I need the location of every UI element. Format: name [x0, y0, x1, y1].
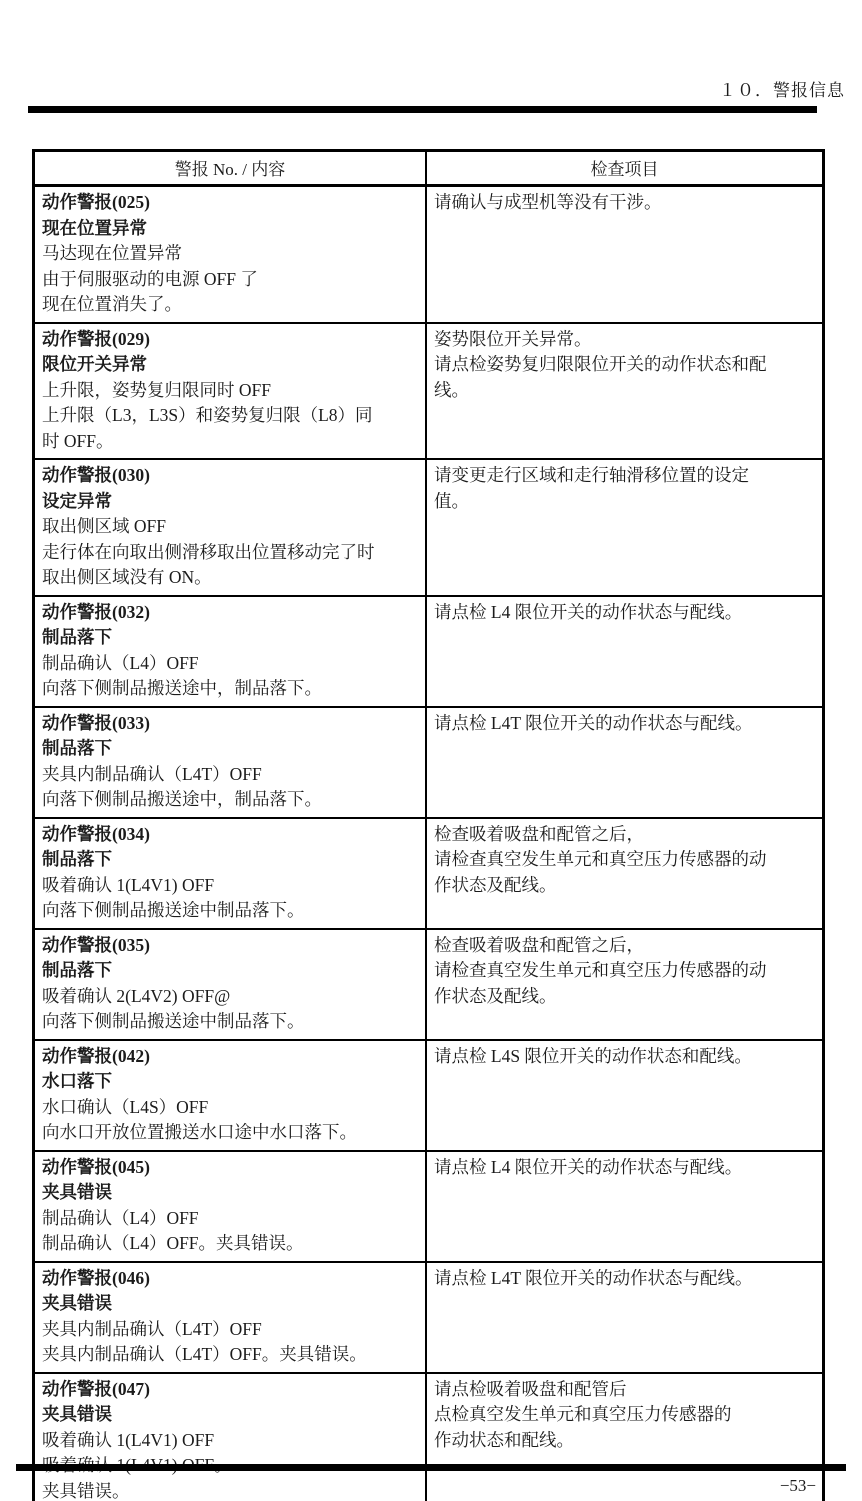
alarm-title-line: 制品落下	[42, 627, 112, 647]
alarm-body-line: 上升限，姿势复归限同时 OFF	[42, 379, 271, 400]
check-items-cell	[426, 1262, 824, 1373]
check-items-cell	[426, 596, 824, 707]
alarm-title-line: 制品落下	[42, 960, 112, 980]
alarm-title-line: 现在位置异常	[42, 217, 147, 238]
check-items-cell	[426, 459, 824, 596]
footer-rule	[16, 1464, 846, 1471]
chapter-title: １０．警报信息	[719, 81, 845, 100]
alarm-title-line: 夹具错误	[42, 1293, 112, 1313]
header-rule	[28, 106, 817, 113]
check-items-cell	[426, 1373, 824, 1501]
column-header-check-items: 检查项目	[426, 151, 824, 186]
alarm-title-line: 动作警报(025)	[42, 192, 150, 212]
check-item-line: 姿势限位开关异常。	[434, 328, 592, 349]
alarm-title-line: 动作警报(046)	[42, 1267, 150, 1288]
alarm-body-line: 向落下侧制品搬送途中制品落下。	[42, 900, 305, 920]
alarm-body-line: 上升限（L3，L3S）和姿势复归限（L8）同	[42, 405, 373, 425]
check-item-line: 请确认与成型机等没有干涉。	[434, 192, 662, 212]
table-row	[34, 818, 824, 929]
check-item-line: 请点检 L4 限位开关的动作状态与配线。	[434, 1156, 743, 1177]
alarm-body-line: 夹具错误。	[42, 1480, 130, 1501]
check-items-cell	[426, 323, 824, 460]
alarm-body-line: 夹具内制品确认（L4T）OFF	[42, 1318, 262, 1339]
page-header	[0, 0, 862, 101]
alarm-content-cell	[34, 1151, 427, 1262]
check-item-line: 作动状态和配线。	[434, 1429, 574, 1450]
alarm-content-cell	[34, 459, 427, 596]
check-items-cell	[426, 929, 824, 1040]
check-items-cell	[426, 1151, 824, 1262]
alarm-title-line: 夹具错误	[42, 1182, 112, 1202]
check-items-cell	[426, 707, 824, 818]
alarm-content-cell	[34, 1373, 427, 1501]
alarm-content-cell	[34, 596, 427, 707]
check-item-line: 检查吸着吸盘和配管之后，	[434, 934, 644, 955]
check-item-line: 请点检吸着吸盘和配管后	[434, 1378, 627, 1399]
alarm-title-line: 制品落下	[42, 738, 112, 758]
table-header-row	[34, 151, 824, 186]
alarm-title-line: 夹具错误	[42, 1404, 112, 1424]
check-item-line: 点检真空发生单元和真空压力传感器的	[434, 1404, 732, 1424]
alarm-title-line: 动作警报(034)	[42, 823, 150, 844]
alarm-body-line: 制品确认（L4）OFF	[42, 1207, 199, 1228]
page-footer	[780, 1476, 816, 1496]
alarm-table	[32, 149, 825, 1501]
check-item-line: 请检查真空发生单元和真空压力传感器的动	[434, 849, 767, 869]
alarm-title-line: 动作警报(045)	[42, 1156, 150, 1177]
alarm-content-cell	[34, 929, 427, 1040]
alarm-body-line: 吸着确认 2(L4V2) OFF@	[42, 985, 231, 1006]
alarm-title-line: 限位开关异常	[42, 354, 147, 374]
check-item-line: 请点检 L4S 限位开关的动作状态和配线。	[434, 1045, 752, 1066]
table-row	[34, 1262, 824, 1373]
check-item-line: 检查吸着吸盘和配管之后，	[434, 823, 644, 844]
alarm-title-line: 设定异常	[42, 490, 112, 511]
table-row	[34, 1040, 824, 1151]
alarm-body-line: 向水口开放位置搬送水口途中水口落下。	[42, 1122, 357, 1142]
table-row	[34, 459, 824, 596]
alarm-body-line: 向落下侧制品搬送途中，制品落下。	[42, 789, 322, 809]
table-row	[34, 596, 824, 707]
alarm-body-line: 走行体在向取出侧滑移取出位置移动完了时	[42, 541, 375, 562]
alarm-title-line: 制品落下	[42, 849, 112, 869]
alarm-content-cell	[34, 1262, 427, 1373]
check-item-line: 作状态及配线。	[434, 985, 557, 1006]
alarm-body-line: 水口确认（L4S）OFF	[42, 1096, 209, 1117]
alarm-title-line: 动作警报(042)	[42, 1045, 150, 1066]
alarm-body-line: 吸着确认 1(L4V1) OFF	[42, 1429, 215, 1450]
check-items-cell	[426, 186, 824, 323]
alarm-body-line: 时 OFF。	[42, 430, 114, 451]
check-item-line: 请点检 L4T 限位开关的动作状态与配线。	[434, 1267, 753, 1288]
alarm-content-cell	[34, 186, 427, 323]
check-item-line: 请点检 L4 限位开关的动作状态与配线。	[434, 601, 743, 622]
alarm-content-cell	[34, 1040, 427, 1151]
page-number: −53−	[779, 1476, 816, 1495]
check-item-line: 作状态及配线。	[434, 874, 557, 895]
check-item-line: 请点检 L4T 限位开关的动作状态与配线。	[434, 712, 753, 733]
alarm-body-line: 现在位置消失了。	[42, 294, 182, 314]
alarm-body-line: 夹具内制品确认（L4T）OFF	[42, 763, 262, 784]
alarm-content-cell	[34, 707, 427, 818]
alarm-title-line: 动作警报(035)	[42, 934, 150, 955]
table-row	[34, 323, 824, 460]
alarm-title-line: 动作警报(033)	[42, 712, 150, 733]
alarm-body-line: 向落下侧制品搬送途中，制品落下。	[42, 678, 322, 698]
alarm-title-line: 水口落下	[42, 1071, 112, 1091]
alarm-body-line: 取出侧区域没有 ON。	[42, 567, 212, 587]
alarm-content-cell	[34, 323, 427, 460]
alarm-title-line: 动作警报(029)	[42, 328, 150, 349]
check-item-line: 请检查真空发生单元和真空压力传感器的动	[434, 960, 767, 980]
check-items-cell	[426, 818, 824, 929]
alarm-body-line: 由于伺服驱动的电源 OFF 了	[42, 268, 258, 289]
check-item-line: 请点检姿势复归限限位开关的动作状态和配	[434, 354, 767, 374]
check-item-line: 值。	[434, 490, 469, 511]
alarm-body-line: 夹具内制品确认（L4T）OFF。夹具错误。	[42, 1344, 367, 1364]
alarm-table-body	[34, 186, 824, 1501]
alarm-title-line: 动作警报(047)	[42, 1378, 150, 1399]
alarm-content-cell	[34, 818, 427, 929]
table-row	[34, 1373, 824, 1501]
column-header-alarm-no-content: 警报 No. / 内容	[34, 151, 427, 186]
check-item-line: 请变更走行区域和走行轴滑移位置的设定	[434, 465, 749, 485]
table-row	[34, 186, 824, 323]
alarm-body-line: 取出侧区域 OFF	[42, 516, 166, 536]
alarm-body-line: 向落下侧制品搬送途中制品落下。	[42, 1011, 305, 1031]
table-row	[34, 929, 824, 1040]
alarm-title-line: 动作警报(030)	[42, 465, 150, 485]
alarm-body-line: 马达现在位置异常	[42, 243, 182, 263]
table-row	[34, 1151, 824, 1262]
alarm-body-line: 制品确认（L4）OFF。夹具错误。	[42, 1233, 304, 1253]
alarm-title-line: 动作警报(032)	[42, 601, 150, 622]
table-row	[34, 707, 824, 818]
alarm-body-line: 制品确认（L4）OFF	[42, 652, 199, 673]
alarm-body-line: 吸着确认 1(L4V1) OFF	[42, 874, 215, 895]
check-items-cell	[426, 1040, 824, 1151]
check-item-line: 线。	[434, 379, 469, 400]
